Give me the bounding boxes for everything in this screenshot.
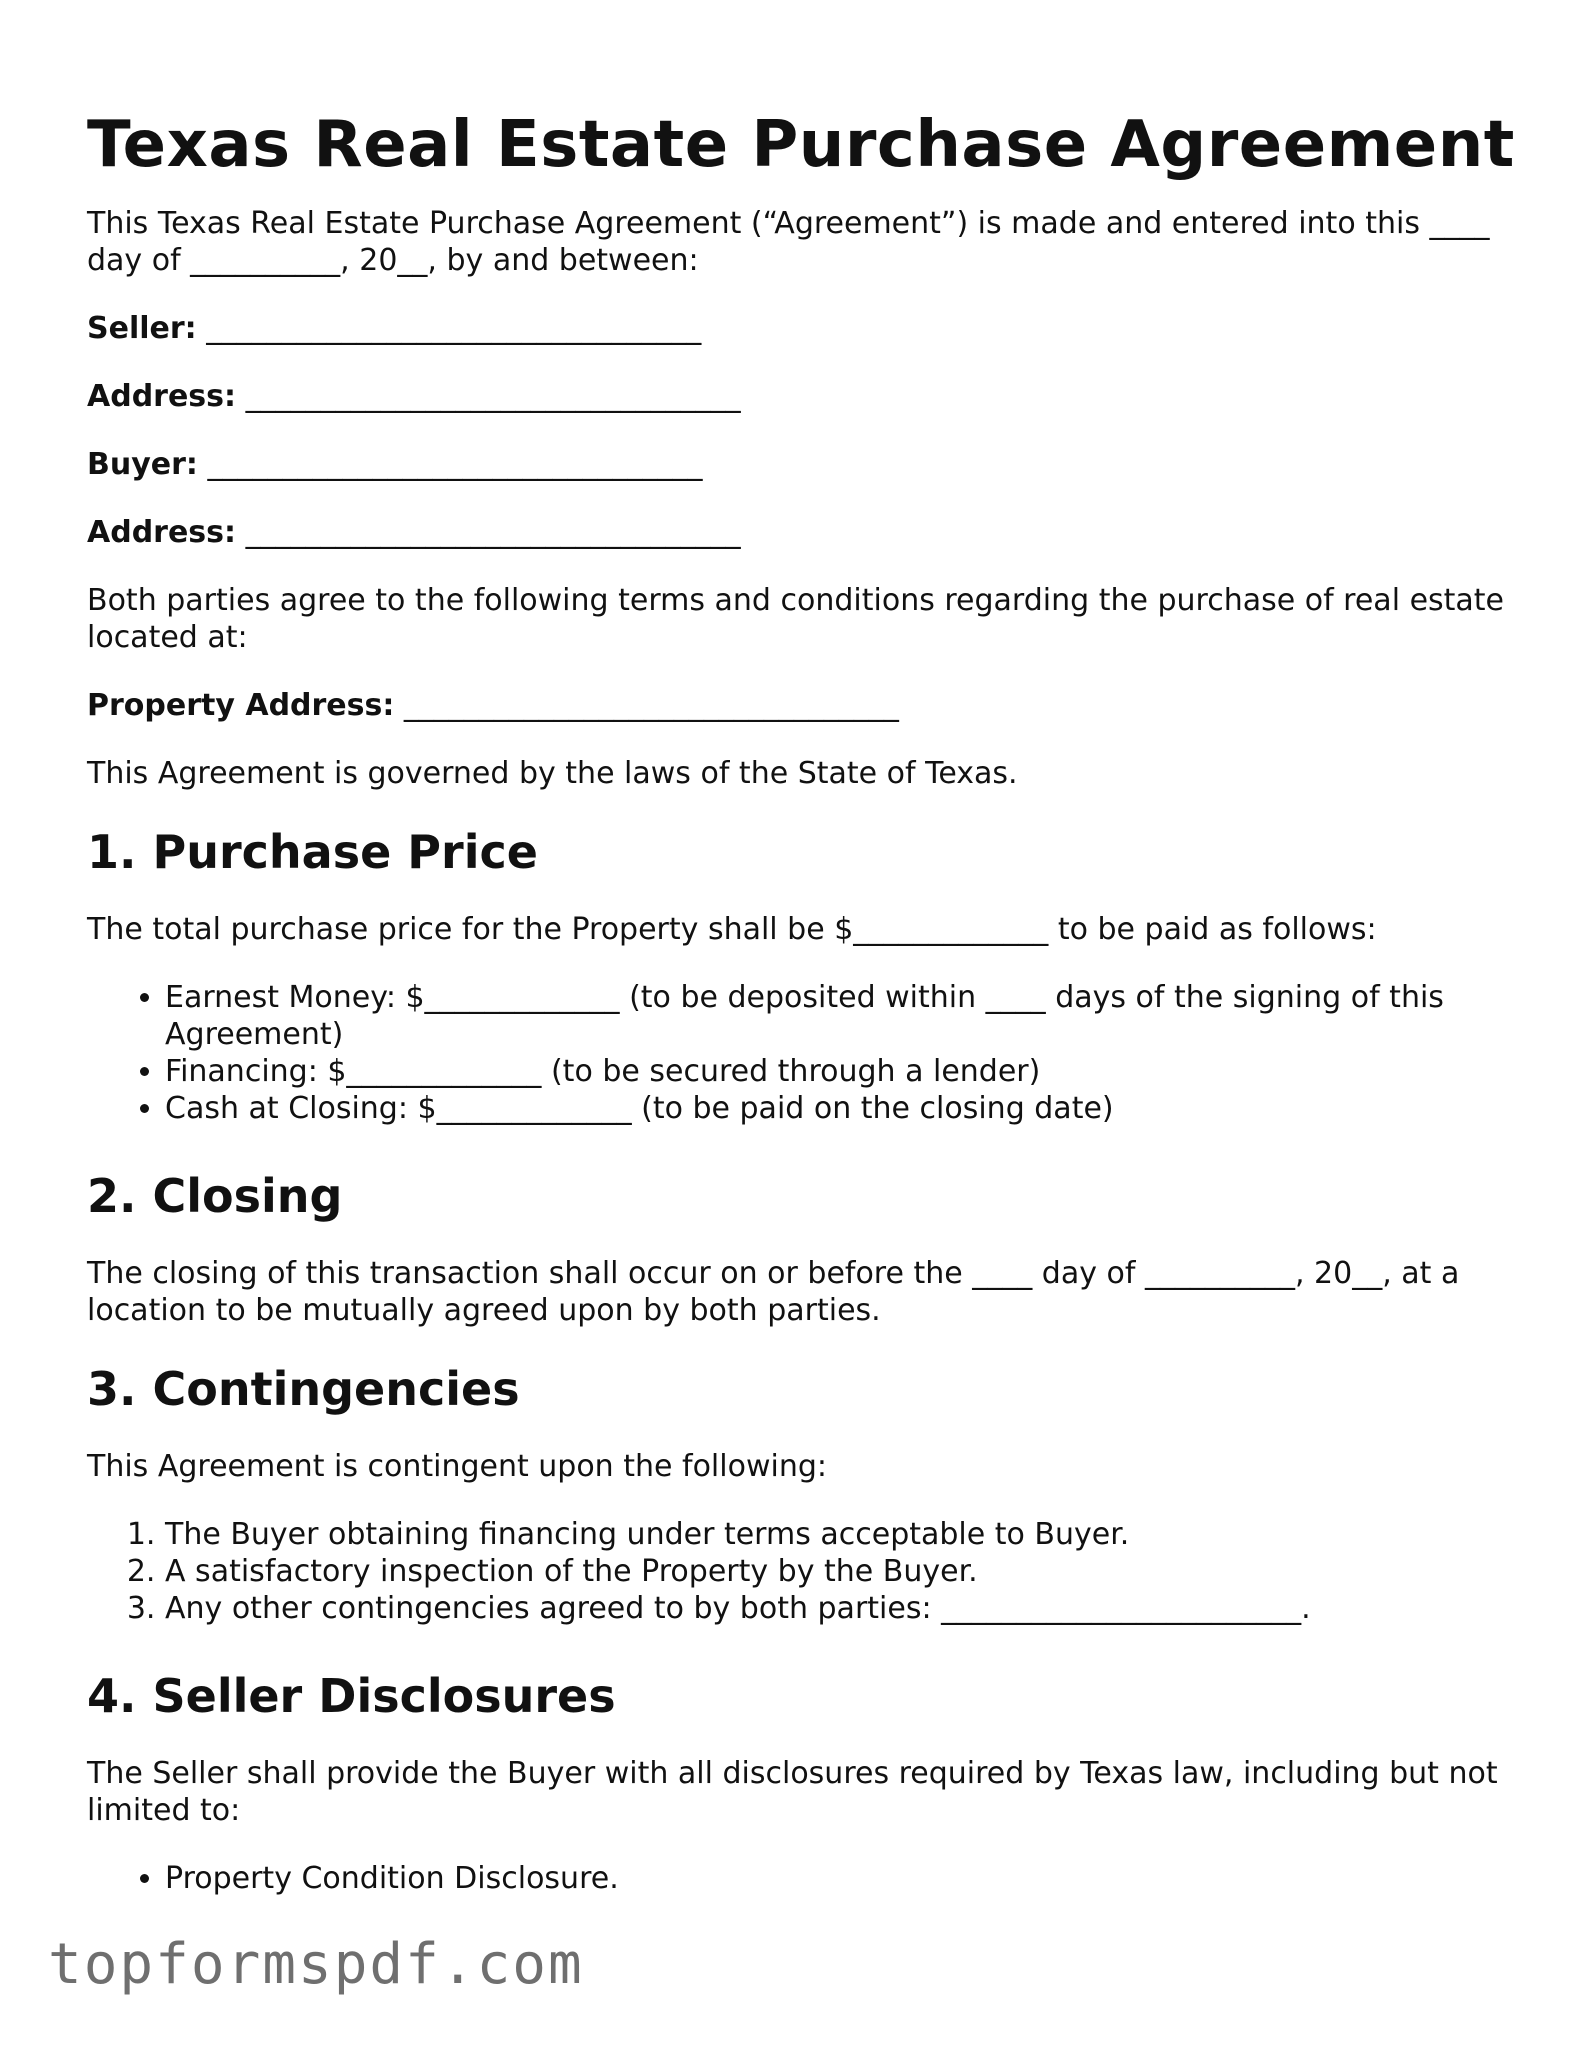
section-heading-disclosures: 4. Seller Disclosures — [87, 1669, 616, 1723]
payment-list — [87, 979, 1517, 1127]
section-heading-purchase-price: 1. Purchase Price — [87, 825, 538, 879]
section-heading-contingencies: 3. Contingencies — [87, 1362, 520, 1416]
buyer-address-label: Address: — [87, 515, 237, 550]
list-item: • Financing: $_____________ (to be secured through a lender) — [165, 1053, 1517, 1090]
list-item: 1. The Buyer obtaining financing under terms acceptable to Buyer. — [165, 1516, 1517, 1553]
closing-paragraph: The closing of this transaction shall occur on or before the ____ day of __________, 20__, at a location to be mutually agreed upon by both parties. — [87, 1256, 1460, 1328]
list-item: • Cash at Closing: $_____________ (to be paid on the closing date) — [165, 1090, 1517, 1127]
property-address-label: Property Address: — [87, 688, 395, 723]
purchase-price-paragraph: The total purchase price for the Property shall be $_____________ to be paid as follows: — [87, 912, 1377, 947]
buyer-address-field — [87, 514, 1517, 551]
terms-intro-paragraph: Both parties agree to the following terms and conditions regarding the purchase of real estate located at: — [87, 583, 1505, 655]
seller-address-blank: _________________________________ — [245, 379, 741, 414]
disclosures-list — [87, 1860, 1517, 1897]
section-heading-closing: 2. Closing — [87, 1169, 343, 1223]
buyer-blank: _________________________________ — [207, 447, 703, 482]
list-item: • Property Condition Disclosure. — [165, 1860, 1517, 1897]
seller-field — [87, 310, 1517, 347]
watermark: topformspdf.com — [48, 1932, 584, 1997]
seller-address-label: Address: — [87, 379, 237, 414]
intro-paragraph: This Texas Real Estate Purchase Agreement (“Agreement”) is made and entered into this ____ day of __________, 20__, by and between: — [87, 206, 1490, 278]
list-item: 3. Any other contingencies agreed to by both parties: ________________________. — [165, 1590, 1517, 1627]
contingencies-paragraph: This Agreement is contingent upon the following: — [87, 1449, 827, 1484]
governing-law-paragraph: This Agreement is governed by the laws of the State of Texas. — [87, 756, 1018, 791]
disclosures-paragraph: The Seller shall provide the Buyer with all disclosures required by Texas law, including but not limited to: — [87, 1756, 1498, 1828]
document-title: Texas Real Estate Purchase Agreement — [87, 108, 1515, 182]
list-item: • Earnest Money: $_____________ (to be deposited within ____ days of the signing of this Agreement) — [165, 979, 1517, 1053]
seller-address-field — [87, 378, 1517, 415]
buyer-label: Buyer: — [87, 447, 198, 482]
buyer-address-blank: _________________________________ — [245, 515, 741, 550]
property-address-field — [87, 687, 1517, 724]
contingencies-list — [87, 1516, 1517, 1627]
buyer-field — [87, 446, 1517, 483]
property-address-blank: _________________________________ — [403, 688, 899, 723]
seller-label: Seller: — [87, 311, 197, 346]
list-item: 2. A satisfactory inspection of the Property by the Buyer. — [165, 1553, 1517, 1590]
seller-blank: _________________________________ — [206, 311, 702, 346]
document-page — [87, 105, 1517, 1937]
